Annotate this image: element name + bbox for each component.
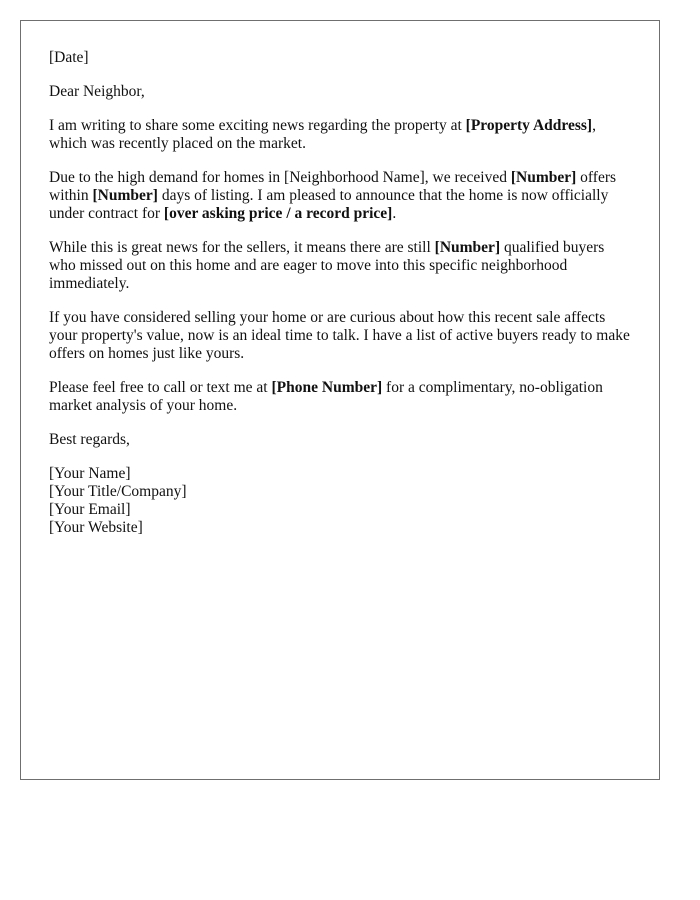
paragraph-text: I am writing to share some exciting news regarding the property at: [49, 117, 466, 134]
paragraph-text: qualified buyers who missed out on this home and are eager to move into this specific neighborhood immediately.: [49, 239, 605, 292]
paragraph-contact: [49, 379, 631, 415]
paragraph-text: offers within: [49, 169, 617, 204]
paragraph-text: , which was recently placed on the market.: [49, 117, 596, 152]
placeholder-price-description: [over asking price / a record price]: [163, 205, 393, 222]
paragraph-selling: [49, 309, 631, 363]
placeholder-buyer-count: [Number]: [434, 239, 501, 256]
placeholder-days-count: [Number]: [92, 187, 158, 204]
closing: Best regards,: [49, 431, 130, 448]
signature-email: [Your Email]: [49, 501, 131, 518]
placeholder-offer-count: [Number]: [510, 169, 577, 186]
paragraph-text: If you have considered selling your home or are curious about how this recent sale affects your property's value, now is an ideal time to talk. I have a list of active buyers ready to make offers on homes just like yours.: [49, 309, 630, 362]
paragraph-buyers: [49, 239, 631, 293]
signature-website: [Your Website]: [49, 519, 143, 536]
paragraph-intro: [49, 117, 631, 153]
signature-block: [49, 465, 631, 537]
paragraph-text: for a complimentary, no-obligation market analysis of your home.: [49, 379, 603, 414]
placeholder-property-address: [Property Address]: [465, 117, 593, 134]
paragraph-demand: [49, 169, 631, 223]
letter-page: [20, 20, 660, 780]
letter-date: [Date]: [49, 49, 89, 66]
paragraph-text: While this is great news for the sellers, it means there are still: [49, 239, 435, 256]
paragraph-text: .: [392, 205, 397, 222]
signature-name: [Your Name]: [49, 465, 131, 482]
paragraph-text: Due to the high demand for homes in [Neighborhood Name], we received: [49, 169, 511, 186]
paragraph-text: Please feel free to call or text me at: [49, 379, 272, 396]
paragraph-text: days of listing. I am pleased to announce that the home is now officially under contract for: [49, 187, 609, 222]
placeholder-phone-number: [Phone Number]: [271, 379, 383, 396]
signature-title-company: [Your Title/Company]: [49, 483, 187, 500]
salutation: Dear Neighbor,: [49, 83, 145, 100]
